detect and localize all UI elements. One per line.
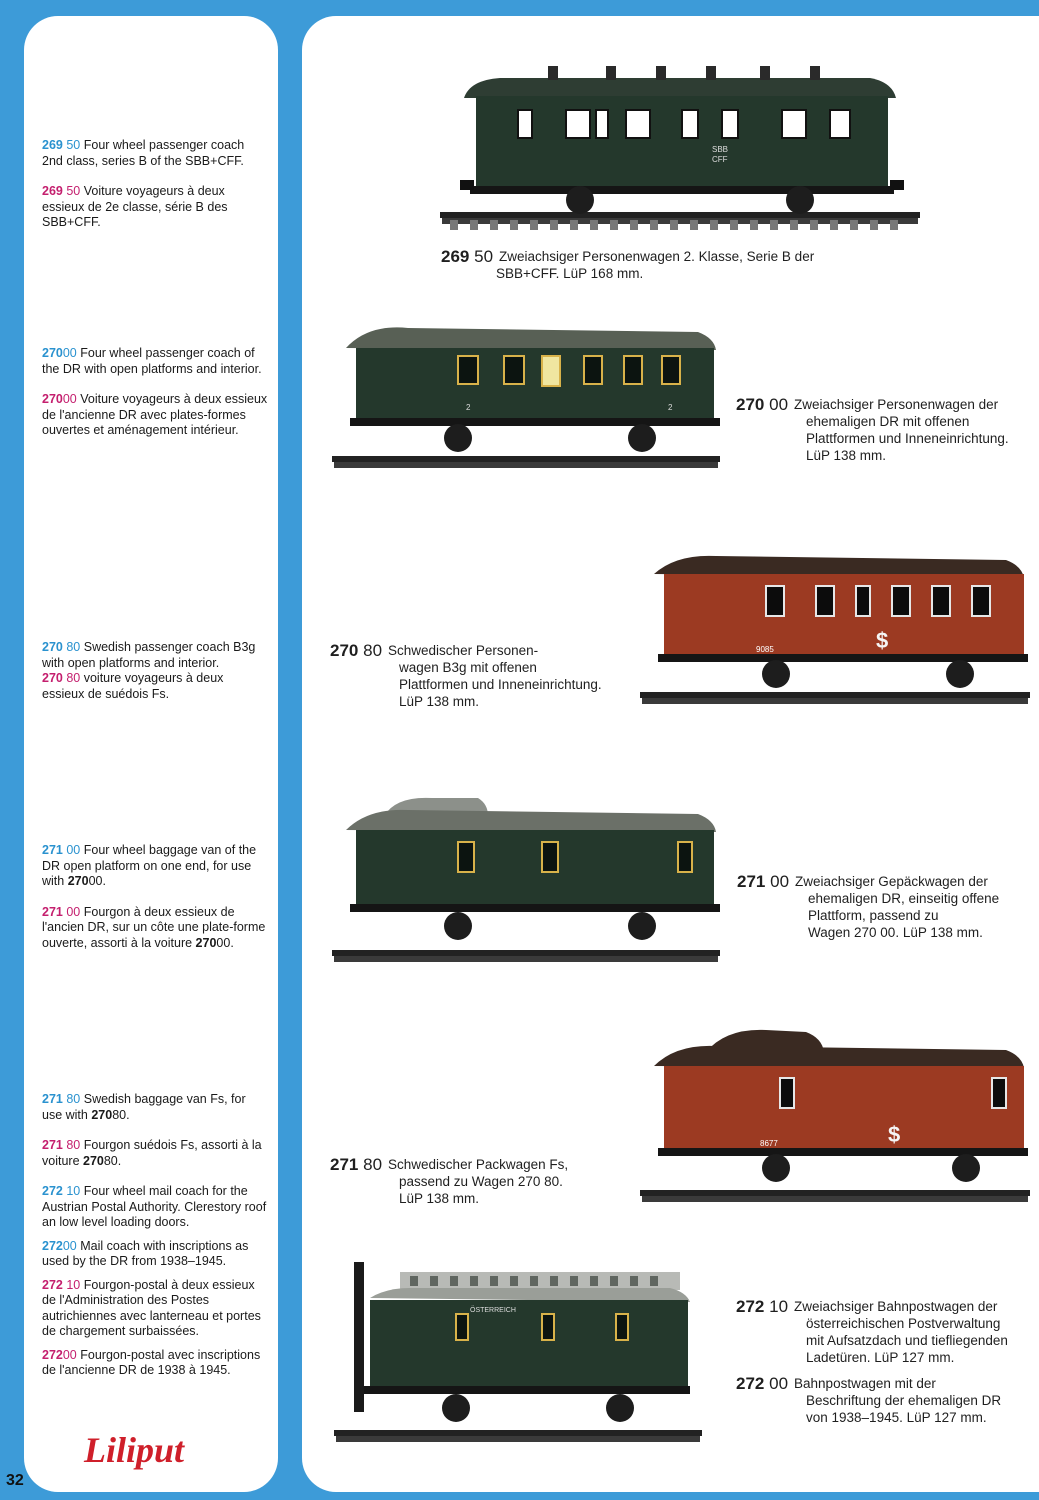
svg-text:$: $ <box>876 628 889 653</box>
svg-text:9085: 9085 <box>756 645 774 654</box>
sidebar-block-27080 <box>42 640 268 717</box>
liliput-logo <box>80 1424 220 1479</box>
caption-27100: 271 00 Zweiachsiger Gepäckwagen der ehemaligen DR, einseitig offene Plattform, passend zu Wagen 270 00. LüP 138 mm. <box>737 872 1000 940</box>
caption-27210: 272 10 Zweiachsiger Bahnpostwagen der österreichischen Postverwaltung mit Aufsatzdach und tiefliegenden Ladetüren. LüP 127 mm. <box>736 1297 1008 1365</box>
entry-27180-fr: 271 80 Fourgon suédois Fs, assorti à la voiture 27080. <box>42 1138 262 1168</box>
entry-26950-fr: 269 50 Voiture voyageurs à deux essieux de 2e classe, série B des SBB+CFF. <box>42 184 228 229</box>
mail-coach-272-image <box>330 1252 710 1462</box>
sidebar-block-27000 <box>42 346 268 454</box>
entry-27180-en: 271 80 Swedish baggage van Fs, for use with 27080. <box>42 1092 246 1122</box>
svg-text:ÖSTERREICH: ÖSTERREICH <box>470 1307 516 1314</box>
entry-26950-en: 269 50 Four wheel passenger coach 2nd class, series B of the SBB+CFF. <box>42 138 245 168</box>
svg-text:8677: 8677 <box>760 1139 778 1148</box>
coach-27080-image <box>636 550 1036 725</box>
svg-text:2: 2 <box>668 403 673 412</box>
caption-27200: 272 00 Bahnpostwagen mit der Beschriftung der ehemaligen DR von 1938–1945. LüP 127 mm. <box>736 1374 1002 1425</box>
entry-27080-en: 270 80 Swedish passenger coach B3g with open platforms and interior. <box>42 640 256 670</box>
sidebar-block-26950 <box>42 138 268 246</box>
sidebar-block-27180-272 <box>42 1092 268 1394</box>
entry-27000-fr: 27000 Voiture voyageurs à deux essieux de l'ancienne DR avec plates-formes ouvertes et aménagement intérieur. <box>42 392 268 437</box>
sidebar-block-27100 <box>42 843 268 966</box>
svg-text:CFF: CFF <box>712 155 728 164</box>
caption-27080: 270 80 Schwedischer Personen- wagen B3g mit offenen Plattformen und Inneneinrichtung. LüP 138 mm. <box>330 641 602 709</box>
van-27180-image <box>636 1022 1036 1222</box>
caption-26950: 269 50 Zweiachsiger Personenwagen 2. Klasse, Serie B der SBB+CFF. LüP 168 mm. <box>441 247 815 281</box>
svg-text:$: $ <box>888 1122 901 1147</box>
entry-27000-en: 27000 Four wheel passenger coach of the DR with open platforms and interior. <box>42 346 262 376</box>
page-number: 32 <box>6 1472 24 1489</box>
entry-27080-fr: 270 80 voiture voyageurs à deux essieux de suédois Fs. <box>42 671 224 701</box>
entry-27100-en: 271 00 Four wheel baggage van of the DR open platform on one end, for use with 27000. <box>42 843 257 888</box>
entry-27200-en: 27200 Mail coach with inscriptions as used by the DR from 1938–1945. <box>42 1238 249 1268</box>
caption-27000: 270 00 Zweiachsiger Personenwagen der ehemaligen DR mit offenen Plattformen und Inneneinrichtung. LüP 138 mm. <box>736 395 1009 463</box>
entry-27200-fr: 27200 Fourgon-postal avec inscriptions de l'ancienne DR de 1938 à 1945. <box>42 1347 261 1377</box>
entry-27210-fr: 272 10 Fourgon-postal à deux essieux de l'Administration des Postes autrichiennes avec lanterneau et portes de chargement surbaissées. <box>42 1277 261 1338</box>
coach-26950-image <box>430 60 930 250</box>
svg-text:2: 2 <box>466 403 471 412</box>
entry-27210-en: 272 10 Four wheel mail coach for the Austrian Postal Authority. Clerestory roof an low level loading doors. <box>42 1184 267 1229</box>
liliput-logo-text: Liliput <box>84 1430 185 1470</box>
svg-text:SBB: SBB <box>712 145 729 154</box>
caption-272 <box>736 1298 1008 1426</box>
coach-27000-image <box>328 318 728 493</box>
caption-27180: 271 80 Schwedischer Packwagen Fs, passend zu Wagen 270 80. LüP 138 mm. <box>330 1155 569 1206</box>
entry-27100-fr: 271 00 Fourgon à deux essieux de l'ancien DR, sur un côte une plate-forme ouverte, assorti à la voiture 27000. <box>42 904 266 950</box>
van-27100-image <box>328 790 728 980</box>
